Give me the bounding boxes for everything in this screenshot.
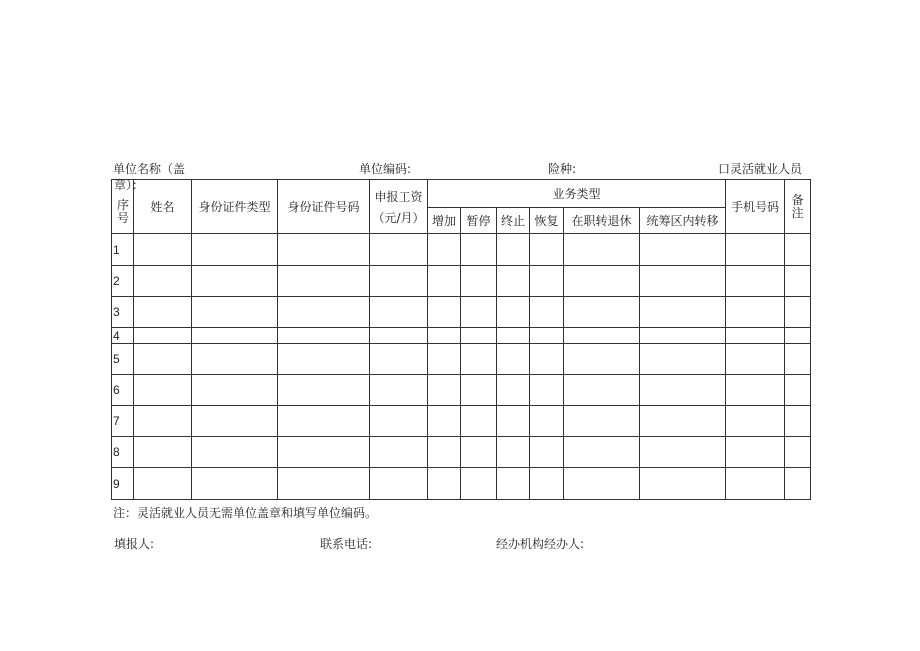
table-cell[interactable]	[640, 234, 726, 266]
table-cell[interactable]	[461, 297, 497, 328]
table-cell[interactable]	[640, 406, 726, 437]
table-cell[interactable]	[530, 406, 564, 437]
table-cell[interactable]	[726, 437, 785, 468]
phone-header: 手机号码	[726, 180, 785, 234]
wage-header-line1: 申报工资	[374, 189, 423, 204]
business-type-header: 业务类型	[428, 180, 726, 208]
table-cell[interactable]	[564, 266, 640, 297]
table-cell[interactable]	[134, 406, 192, 437]
table-cell[interactable]	[278, 437, 370, 468]
table-cell[interactable]	[564, 437, 640, 468]
table-cell[interactable]	[497, 344, 530, 375]
table-row	[112, 328, 811, 344]
row-number: 4	[112, 328, 134, 344]
contact-phone-label: 联系电话:	[320, 537, 373, 551]
table-cell[interactable]	[278, 266, 370, 297]
seq-header-label: 序号	[116, 197, 129, 225]
table-row	[112, 468, 811, 500]
table-cell[interactable]	[785, 344, 811, 375]
table-cell[interactable]	[530, 266, 564, 297]
sub-header-end: 终止	[497, 208, 530, 234]
table-cell[interactable]	[370, 406, 428, 437]
table-cell[interactable]	[192, 437, 278, 468]
table-cell[interactable]	[497, 328, 530, 344]
table-cell[interactable]	[726, 375, 785, 406]
table-cell[interactable]	[278, 234, 370, 266]
table-cell[interactable]	[278, 297, 370, 328]
table-cell[interactable]	[564, 375, 640, 406]
row-number: 9	[112, 468, 134, 500]
table-row	[112, 297, 811, 328]
table-cell[interactable]	[497, 234, 530, 266]
insurance-type-label: 险种:	[548, 162, 577, 176]
table-body	[112, 234, 811, 500]
sub-header-pause: 暂停	[461, 208, 497, 234]
wage-header-line2: （元/月）	[372, 210, 425, 225]
table-cell[interactable]	[785, 297, 811, 328]
table-cell[interactable]	[497, 375, 530, 406]
sub-header-transfer: 统筹区内转移	[640, 208, 726, 234]
row-number: 7	[112, 406, 134, 437]
handler-label: 经办机构经办人:	[496, 537, 585, 551]
row-number: 8	[112, 437, 134, 468]
table-cell[interactable]	[461, 344, 497, 375]
table-cell[interactable]	[640, 297, 726, 328]
table-cell[interactable]	[461, 406, 497, 437]
row-number: 1	[112, 234, 134, 266]
table-cell[interactable]	[428, 297, 461, 328]
table-cell[interactable]	[497, 266, 530, 297]
table-cell[interactable]	[278, 406, 370, 437]
sub-header-retire	[564, 208, 640, 234]
table-cell[interactable]	[278, 375, 370, 406]
table-cell[interactable]	[192, 406, 278, 437]
name-header: 姓名	[134, 180, 192, 234]
table-cell[interactable]	[134, 437, 192, 468]
table-row	[112, 234, 811, 266]
table-cell[interactable]	[640, 344, 726, 375]
table-cell[interactable]	[785, 406, 811, 437]
flexible-employment-checkbox-label[interactable]: 口灵活就业人员	[718, 162, 803, 176]
table-cell[interactable]	[564, 328, 640, 344]
row-number: 3	[112, 297, 134, 328]
unit-name-label: 单位名称（盖	[113, 162, 186, 176]
table-cell[interactable]	[428, 406, 461, 437]
table-cell[interactable]	[785, 468, 811, 500]
table-cell[interactable]	[497, 468, 530, 500]
table-cell[interactable]	[428, 437, 461, 468]
table-cell[interactable]	[530, 328, 564, 344]
table-cell[interactable]	[726, 406, 785, 437]
table-cell[interactable]	[428, 328, 461, 344]
table-cell[interactable]	[726, 266, 785, 297]
remark-header	[785, 180, 811, 234]
table-cell[interactable]	[370, 234, 428, 266]
table-cell[interactable]	[370, 344, 428, 375]
table-cell[interactable]	[428, 468, 461, 500]
table-cell[interactable]	[192, 328, 278, 344]
filler-label: 填报人:	[114, 537, 155, 551]
table-cell[interactable]	[461, 375, 497, 406]
table-cell[interactable]	[785, 375, 811, 406]
table-cell[interactable]	[370, 375, 428, 406]
table-cell[interactable]	[192, 266, 278, 297]
table-cell[interactable]	[461, 468, 497, 500]
table-cell[interactable]	[192, 468, 278, 500]
seq-header	[112, 178, 145, 234]
table-cell[interactable]	[640, 437, 726, 468]
table-cell[interactable]	[134, 266, 192, 297]
table-cell[interactable]	[428, 375, 461, 406]
table-cell[interactable]	[530, 437, 564, 468]
table-cell[interactable]	[497, 406, 530, 437]
table-cell[interactable]	[428, 234, 461, 266]
table-cell[interactable]	[134, 234, 192, 266]
unit-code-label: 单位编码:	[359, 162, 412, 176]
declaration-table	[111, 179, 811, 500]
id-number-header: 身份证件号码	[278, 180, 370, 234]
table-cell[interactable]	[726, 344, 785, 375]
table-cell[interactable]	[461, 328, 497, 344]
table-cell[interactable]	[530, 344, 564, 375]
table-cell[interactable]	[640, 468, 726, 500]
table-cell[interactable]	[497, 297, 530, 328]
table-cell[interactable]	[726, 328, 785, 344]
id-type-header: 身份证件类型	[192, 180, 278, 234]
table-cell[interactable]	[134, 468, 192, 500]
table-cell[interactable]	[134, 375, 192, 406]
table-header-row-1	[112, 180, 811, 208]
table-cell[interactable]	[428, 344, 461, 375]
table-cell[interactable]	[564, 297, 640, 328]
table-cell[interactable]	[497, 437, 530, 468]
table-cell[interactable]	[564, 344, 640, 375]
table-cell[interactable]	[564, 468, 640, 500]
table-cell[interactable]	[785, 234, 811, 266]
unit-name-continuation: 章）：	[114, 178, 145, 192]
sub-header-retire-text: 在职转退休	[571, 214, 632, 228]
table-cell[interactable]	[192, 297, 278, 328]
table-row	[112, 344, 811, 375]
table-cell[interactable]	[370, 328, 428, 344]
table-cell[interactable]	[726, 234, 785, 266]
table-cell[interactable]	[640, 375, 726, 406]
table-cell[interactable]	[278, 468, 370, 500]
table-cell[interactable]	[134, 297, 192, 328]
table-cell[interactable]	[192, 344, 278, 375]
table-row	[112, 437, 811, 468]
table-cell[interactable]	[278, 344, 370, 375]
table-cell[interactable]	[461, 437, 497, 468]
table-cell[interactable]	[530, 468, 564, 500]
table-cell[interactable]	[461, 266, 497, 297]
table-cell[interactable]	[278, 328, 370, 344]
footer-note: 注：灵活就业人员无需单位盖章和填写单位编码。	[113, 506, 378, 520]
table-cell[interactable]	[785, 266, 811, 297]
table-cell[interactable]	[530, 297, 564, 328]
table-row	[112, 375, 811, 406]
table-cell[interactable]	[640, 266, 726, 297]
sub-header-restore: 恢复	[530, 208, 564, 234]
table-cell[interactable]	[192, 234, 278, 266]
table-cell[interactable]	[192, 375, 278, 406]
table-cell[interactable]	[640, 328, 726, 344]
table-cell[interactable]	[428, 266, 461, 297]
table-cell[interactable]	[461, 234, 497, 266]
table-cell[interactable]	[785, 437, 811, 468]
table-row	[112, 266, 811, 297]
table-cell[interactable]	[530, 234, 564, 266]
table-cell[interactable]	[564, 406, 640, 437]
table-cell[interactable]	[530, 375, 564, 406]
table-cell[interactable]	[370, 437, 428, 468]
table-cell[interactable]	[726, 468, 785, 500]
row-number: 5	[112, 344, 134, 375]
table-cell[interactable]	[370, 297, 428, 328]
table-cell[interactable]	[134, 344, 192, 375]
wage-header	[370, 180, 428, 234]
table-cell[interactable]	[134, 328, 192, 344]
table-cell[interactable]	[370, 266, 428, 297]
remark-header-label: 备注	[791, 192, 804, 220]
table-cell[interactable]	[564, 234, 640, 266]
table-cell[interactable]	[785, 328, 811, 344]
table-cell[interactable]	[726, 297, 785, 328]
table-cell[interactable]	[370, 468, 428, 500]
row-number: 2	[112, 266, 134, 297]
sub-header-add: 增加	[428, 208, 461, 234]
table-row	[112, 406, 811, 437]
row-number: 6	[112, 375, 134, 406]
